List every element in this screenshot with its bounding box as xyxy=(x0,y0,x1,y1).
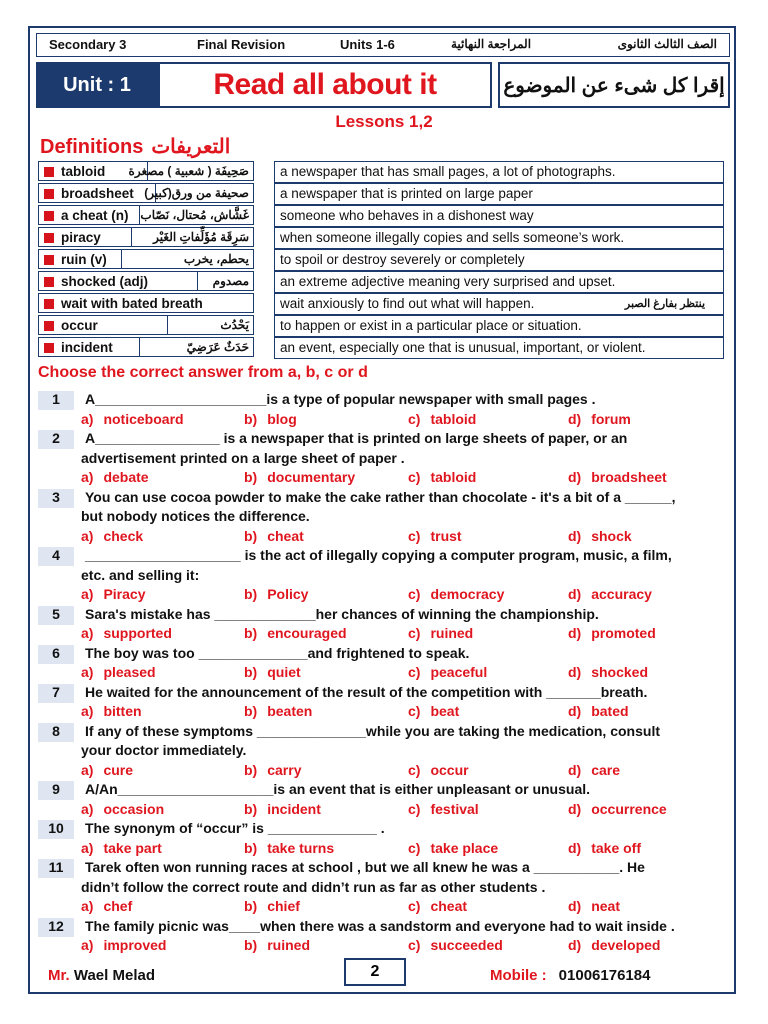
unit-title: Read all about it xyxy=(158,62,492,108)
definition-meaning-cell xyxy=(274,227,724,249)
unit-title-ar: إقرا كل شىء عن الموضوع xyxy=(498,62,730,108)
option-text: cheat xyxy=(267,527,304,544)
question-number: 8 xyxy=(38,723,74,742)
option-letter: d) xyxy=(568,469,582,485)
option-text: neat xyxy=(591,898,621,914)
option-text: ruined xyxy=(430,625,474,641)
option-text: peaceful xyxy=(430,664,488,680)
cell-divider xyxy=(197,272,198,290)
cell-divider xyxy=(131,228,132,246)
question-number: 7 xyxy=(38,684,74,703)
option-letter: a) xyxy=(81,703,94,719)
definition-term: ruin (v) xyxy=(61,252,107,267)
definition-meaning-cell xyxy=(274,183,724,205)
question-number: 1 xyxy=(38,391,74,410)
option-text: beat xyxy=(430,703,460,719)
answer-option[interactable] xyxy=(244,840,334,856)
answer-option[interactable] xyxy=(568,586,652,602)
definition-term: tabloid xyxy=(61,164,106,179)
definition-row xyxy=(38,271,722,293)
option-text: supported xyxy=(103,625,172,641)
question-text: Sara's mistake has _____________her chances of winning the championship. xyxy=(85,605,599,622)
definition-meaning-cell xyxy=(274,315,724,337)
option-text: Piracy xyxy=(103,586,146,602)
definition-term-cell xyxy=(38,293,254,313)
option-letter: a) xyxy=(81,937,94,953)
option-letter: b) xyxy=(244,586,258,602)
definition-meaning: to spoil or destroy severely or completely xyxy=(280,252,525,267)
definition-row xyxy=(38,227,722,249)
answer-option[interactable] xyxy=(244,664,301,680)
option-text: tabloid xyxy=(430,469,477,485)
definitions-heading xyxy=(40,134,230,159)
definition-term: a cheat (n) xyxy=(61,208,129,223)
option-letter: c) xyxy=(408,703,421,719)
mobile-label: Mobile : xyxy=(490,967,547,984)
question-text: A________________ is a newspaper that is printed on large sheets of paper, or an xyxy=(85,430,628,446)
option-text: encouraged xyxy=(267,625,347,641)
definition-arabic: صحيفة من ورق(كبير) xyxy=(144,186,249,200)
answer-option[interactable] xyxy=(568,664,648,680)
definition-meaning: wait anxiously to find out what will happen. xyxy=(280,296,535,311)
answer-option[interactable] xyxy=(408,411,476,427)
question-number: 4 xyxy=(38,547,74,566)
option-letter: a) xyxy=(81,410,94,427)
definition-arabic: سَرِقَة مُؤَلِّفاتِ الغَيْر xyxy=(153,230,249,244)
option-text: succeeded xyxy=(430,937,503,953)
option-letter: c) xyxy=(408,761,421,778)
definition-meaning-cell xyxy=(274,249,724,271)
option-letter: a) xyxy=(81,664,94,680)
option-text: take off xyxy=(591,839,642,856)
option-letter: d) xyxy=(568,703,582,719)
answer-option[interactable] xyxy=(408,898,467,914)
answer-option[interactable] xyxy=(244,625,347,641)
answer-option[interactable] xyxy=(408,664,487,680)
answer-option[interactable] xyxy=(244,528,304,544)
answer-option[interactable] xyxy=(244,411,297,427)
question-text: A/An____________________is an event that is either unpleasant or unusual. xyxy=(85,781,591,797)
answer-option[interactable] xyxy=(408,625,473,641)
definition-term-cell xyxy=(38,315,254,335)
answer-option[interactable] xyxy=(568,898,620,914)
option-text: beaten xyxy=(267,703,313,719)
bullet-square-icon xyxy=(44,189,54,199)
definition-term: broadsheet xyxy=(61,186,134,201)
option-letter: b) xyxy=(244,898,258,914)
page-number: 2 xyxy=(344,958,406,986)
definition-row xyxy=(38,183,722,205)
answer-option[interactable] xyxy=(408,840,498,856)
bullet-square-icon xyxy=(44,167,54,177)
option-text: take turns xyxy=(267,839,335,856)
option-text: carry xyxy=(267,761,302,778)
question-number: 9 xyxy=(38,781,74,800)
option-text: accuracy xyxy=(591,586,652,602)
answer-option[interactable] xyxy=(244,469,355,485)
definition-meaning-arabic: ينتظر بفارغ الصبر xyxy=(624,298,705,310)
option-letter: b) xyxy=(244,800,258,817)
answer-option[interactable] xyxy=(81,898,132,914)
header-final-revision: Final Revision xyxy=(197,37,286,52)
definitions-title: Definitions xyxy=(40,136,144,158)
answer-option[interactable] xyxy=(568,411,631,427)
option-text: festival xyxy=(430,800,479,817)
answer-option[interactable] xyxy=(81,762,133,778)
option-letter: c) xyxy=(408,664,421,680)
option-text: occurrence xyxy=(591,800,667,817)
bullet-square-icon xyxy=(44,277,54,287)
option-text: take place xyxy=(430,839,499,856)
answer-option[interactable] xyxy=(81,840,162,856)
question-text: You can use cocoa powder to make the cake rather than chocolate - it's a bit of a ______, xyxy=(85,488,676,505)
question-text: The boy was too ______________and frightened to speak. xyxy=(85,644,470,661)
definition-meaning: an event, especially one that is unusual, important, or violent. xyxy=(280,340,646,355)
option-letter: c) xyxy=(408,800,421,817)
answer-option[interactable] xyxy=(81,411,184,427)
definition-arabic: يحطم، يخرب xyxy=(183,252,249,266)
lessons-label: Lessons 1,2 xyxy=(335,112,433,131)
answer-option[interactable] xyxy=(568,625,656,641)
option-letter: d) xyxy=(568,898,582,914)
bullet-square-icon xyxy=(44,211,54,221)
definition-meaning-cell xyxy=(274,205,724,227)
option-text: care xyxy=(591,761,621,778)
option-text: quiet xyxy=(267,664,301,680)
option-letter: b) xyxy=(244,664,258,680)
question-number: 2 xyxy=(38,430,74,449)
option-letter: b) xyxy=(244,527,258,544)
mobile xyxy=(490,967,650,984)
answer-option[interactable] xyxy=(81,528,143,544)
option-text: developed xyxy=(591,937,661,953)
answer-option[interactable] xyxy=(568,762,620,778)
answer-option[interactable] xyxy=(244,801,321,817)
definition-meaning: a newspaper that is printed on large paper xyxy=(280,186,533,201)
option-letter: a) xyxy=(81,527,94,544)
answer-option[interactable] xyxy=(408,469,476,485)
question-text: etc. and selling it: xyxy=(81,566,200,583)
option-letter: c) xyxy=(408,586,421,602)
choose-heading: Choose the correct answer from a, b, c or d xyxy=(38,364,368,381)
answer-option[interactable] xyxy=(408,801,479,817)
option-text: occasion xyxy=(103,800,165,817)
option-letter: a) xyxy=(81,761,94,778)
definition-term: piracy xyxy=(61,230,101,245)
definition-row xyxy=(38,205,722,227)
question-number: 12 xyxy=(38,918,74,937)
definition-meaning: when someone illegally copies and sells someone’s work. xyxy=(280,230,625,245)
option-letter: c) xyxy=(408,839,421,856)
option-text: check xyxy=(103,527,144,544)
definition-arabic: حَدَثٌ عَرَضِيّ xyxy=(186,340,249,354)
option-text: Policy xyxy=(267,586,309,602)
question-number: 10 xyxy=(38,820,74,839)
option-letter: b) xyxy=(244,839,258,856)
option-text: blog xyxy=(267,410,297,427)
definition-meaning: someone who behaves in a dishonest way xyxy=(280,208,534,223)
definition-term-cell xyxy=(38,271,254,291)
option-letter: b) xyxy=(244,625,258,641)
cell-divider xyxy=(167,316,168,334)
answer-option[interactable] xyxy=(568,469,667,485)
answer-option[interactable] xyxy=(568,937,660,953)
option-text: broadsheet xyxy=(591,469,667,485)
definition-arabic: يَحْدُث xyxy=(220,318,249,332)
answer-option[interactable] xyxy=(81,937,166,953)
option-text: pleased xyxy=(103,664,156,680)
question-text: ____________________ is the act of illegally copying a computer program, music, a film, xyxy=(85,547,672,563)
option-text: occur xyxy=(430,761,469,778)
option-text: shocked xyxy=(591,664,649,680)
bullet-square-icon xyxy=(44,343,54,353)
footer xyxy=(36,962,730,988)
question-text: your doctor immediately. xyxy=(81,742,247,758)
top-header xyxy=(36,33,730,57)
option-text: noticeboard xyxy=(103,410,184,427)
answer-option[interactable] xyxy=(568,840,641,856)
option-text: cheat xyxy=(430,898,468,914)
question-number: 5 xyxy=(38,606,74,625)
option-text: take part xyxy=(103,839,162,856)
option-text: promoted xyxy=(591,625,656,641)
answer-option[interactable] xyxy=(568,801,667,817)
unit-label: Unit : 1 xyxy=(36,62,158,108)
option-letter: b) xyxy=(244,937,258,953)
header-grade-en: Secondary 3 xyxy=(49,37,127,52)
definition-row xyxy=(38,337,722,359)
definition-arabic: صَحِيفَة ( شعبية ) مصغرة xyxy=(128,164,249,178)
option-text: bitten xyxy=(103,703,142,719)
definition-row xyxy=(38,315,722,337)
answer-option[interactable] xyxy=(244,898,300,914)
answer-option[interactable] xyxy=(408,703,459,719)
definition-arabic: مصدوم xyxy=(212,274,249,288)
definition-row xyxy=(38,161,722,183)
option-text: trust xyxy=(430,527,462,544)
answer-option[interactable] xyxy=(408,762,469,778)
option-letter: a) xyxy=(81,625,94,641)
option-letter: b) xyxy=(244,703,258,719)
definition-meaning-cell xyxy=(274,161,724,183)
option-letter: c) xyxy=(408,469,421,485)
author-prefix: Mr. xyxy=(48,967,70,984)
cell-divider xyxy=(139,338,140,356)
definition-term: occur xyxy=(61,318,98,333)
option-text: democracy xyxy=(430,586,505,602)
definition-row xyxy=(38,249,722,271)
option-letter: d) xyxy=(568,664,582,680)
question-text: The family picnic was____when there was a sandstorm and everyone had to wait inside . xyxy=(85,917,675,934)
bullet-square-icon xyxy=(44,255,54,265)
definition-term: incident xyxy=(61,340,113,355)
definition-term: shocked (adj) xyxy=(61,274,149,289)
option-letter: c) xyxy=(408,937,421,953)
definition-term-cell xyxy=(38,249,254,269)
option-letter: c) xyxy=(408,625,421,641)
option-text: ruined xyxy=(267,937,310,953)
unit-bar xyxy=(36,62,730,108)
answer-option[interactable] xyxy=(568,528,632,544)
answer-option[interactable] xyxy=(408,937,503,953)
question-text: Tarek often won running races at school , but we all knew he was a ___________. He xyxy=(85,859,645,875)
option-letter: d) xyxy=(568,625,582,641)
option-letter: d) xyxy=(568,410,582,427)
question-text: A______________________is a type of popular newspaper with small pages . xyxy=(85,391,596,407)
answer-option[interactable] xyxy=(408,586,504,602)
author-name: Wael Melad xyxy=(73,967,155,984)
option-letter: a) xyxy=(81,898,94,914)
question-number: 3 xyxy=(38,489,74,508)
bullet-square-icon xyxy=(44,233,54,243)
option-letter: d) xyxy=(568,839,582,856)
question-text: He waited for the announcement of the result of the competition with _______breath. xyxy=(85,683,648,700)
answer-option[interactable] xyxy=(244,762,301,778)
question-text: If any of these symptoms ______________while you are taking the medication, consult xyxy=(85,722,660,739)
answer-option[interactable] xyxy=(244,586,308,602)
option-text: debate xyxy=(103,469,149,485)
option-text: improved xyxy=(103,937,167,953)
option-text: documentary xyxy=(267,469,356,485)
definition-meaning-cell xyxy=(274,293,724,315)
question-number: 11 xyxy=(38,859,74,878)
bullet-square-icon xyxy=(44,321,54,331)
definition-term-cell xyxy=(38,205,254,225)
option-text: shock xyxy=(591,527,632,544)
answer-option[interactable] xyxy=(244,937,310,953)
option-text: bated xyxy=(591,703,629,719)
header-units: Units 1-6 xyxy=(340,37,395,52)
option-letter: c) xyxy=(408,410,421,427)
answer-option[interactable] xyxy=(408,528,462,544)
answer-option[interactable] xyxy=(81,801,164,817)
option-letter: d) xyxy=(568,937,582,953)
answer-option[interactable] xyxy=(81,586,146,602)
option-letter: b) xyxy=(244,469,258,485)
option-letter: d) xyxy=(568,586,582,602)
definition-meaning: a newspaper that has small pages, a lot of photographs. xyxy=(280,164,616,179)
question-text: but nobody notices the difference. xyxy=(81,508,310,524)
question-text: advertisement printed on a large sheet of paper . xyxy=(81,449,405,466)
option-letter: d) xyxy=(568,761,582,778)
option-text: incident xyxy=(267,800,321,817)
question-text: didn’t follow the correct route and didn’t run as far as other students . xyxy=(81,878,546,895)
definition-term: wait with bated breath xyxy=(61,296,203,311)
option-letter: b) xyxy=(244,761,258,778)
header-review-ar: المراجعة النهائية xyxy=(451,37,532,51)
option-letter: c) xyxy=(408,898,421,914)
cell-divider xyxy=(121,250,122,268)
answer-option[interactable] xyxy=(568,703,629,719)
definition-meaning: to happen or exist in a particular place or situation. xyxy=(280,318,582,333)
mobile-number: 01006176184 xyxy=(558,967,651,984)
answer-option[interactable] xyxy=(244,703,312,719)
definition-meaning-cell xyxy=(274,337,724,359)
answer-option[interactable] xyxy=(81,703,142,719)
option-text: cure xyxy=(103,761,134,778)
option-text: chef xyxy=(103,898,133,914)
option-text: forum xyxy=(591,410,631,427)
definition-meaning: an extreme adjective meaning very surprised and upset. xyxy=(280,274,616,289)
option-letter: a) xyxy=(81,469,94,485)
definition-term-cell xyxy=(38,183,254,203)
definition-row xyxy=(38,293,722,315)
definition-term-cell xyxy=(38,227,254,247)
option-letter: d) xyxy=(568,800,582,817)
option-letter: a) xyxy=(81,586,94,602)
option-letter: d) xyxy=(568,527,582,544)
definition-term-cell xyxy=(38,337,254,357)
answer-option[interactable] xyxy=(81,664,156,680)
option-letter: c) xyxy=(408,527,421,544)
option-text: chief xyxy=(267,898,300,914)
definition-meaning-cell xyxy=(274,271,724,293)
definitions-title-ar: التعريفات xyxy=(151,136,231,158)
answer-option[interactable] xyxy=(81,469,149,485)
question-text: The synonym of “occur” is ______________ . xyxy=(85,820,385,836)
option-text: tabloid xyxy=(430,410,477,427)
answer-option[interactable] xyxy=(81,625,172,641)
bullet-square-icon xyxy=(44,299,54,309)
author xyxy=(48,967,155,984)
option-letter: a) xyxy=(81,839,94,856)
option-letter: a) xyxy=(81,800,94,817)
question-number: 6 xyxy=(38,645,74,664)
header-grade-ar: الصف الثالث الثانوى xyxy=(617,37,717,51)
option-letter: b) xyxy=(244,410,258,427)
definition-term-cell xyxy=(38,161,254,181)
definition-arabic: غَشَّاش، مُحتال، نَصّاب xyxy=(140,208,249,222)
